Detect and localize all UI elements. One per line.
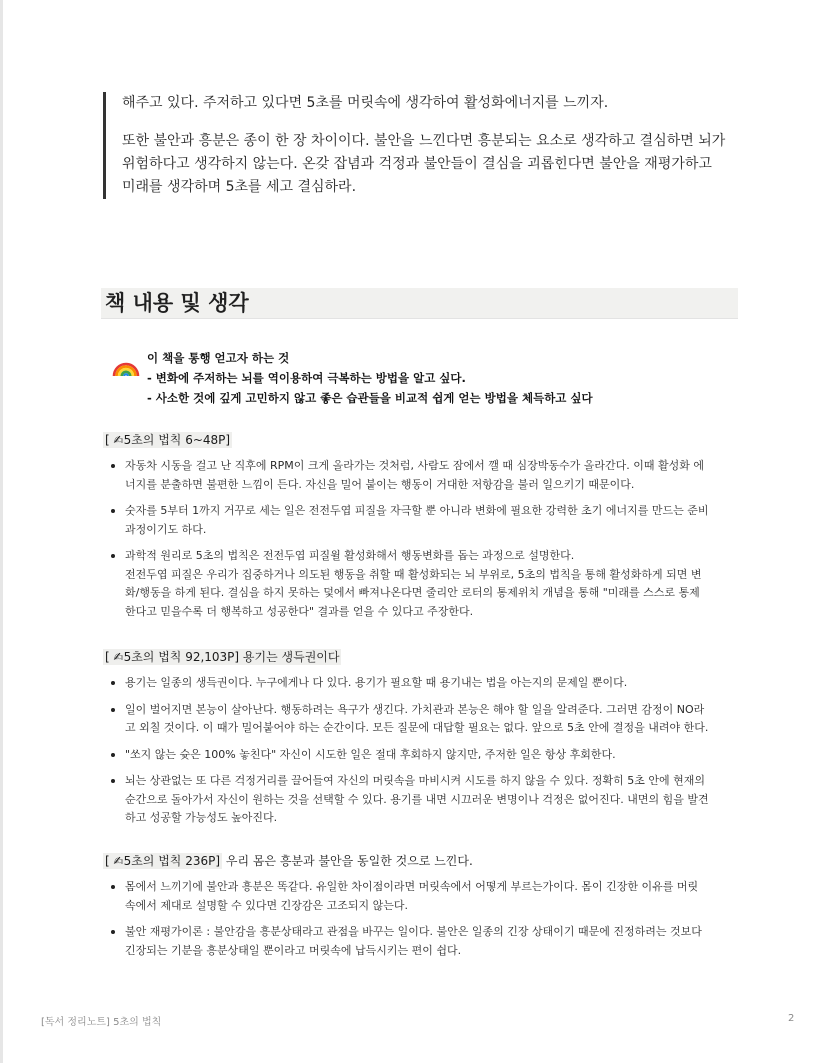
section-title: [ ✍5초의 법칙 6~48P] (105, 433, 231, 447)
section-heading: 책 내용 및 생각 (101, 288, 738, 319)
callout-title: 이 책을 통행 얻고자 하는 것 (147, 351, 290, 365)
list-item: 자동차 시동을 걸고 난 직후에 RPM이 크게 올라가는 것처럼, 사람도 잠에서 깰 때 심장박동수가 올라간다. 이때 활성화 에 너지를 분출하면 불편한 느낌이 든다. 자신을 밀어 붙이는 행동이 거대한 저항감을 불러 일으키기 때문이다. (107, 457, 737, 494)
writing-hand-icon: ✍ (113, 854, 124, 868)
rainbow-icon (111, 350, 141, 380)
quote-line: 위험하다고 생각하지 않는다. 온갖 잡념과 걱정과 불안들이 결심을 괴롭힌다면 불안을 재평가하고 (122, 156, 712, 172)
section-title: [ ✍5초의 법칙 92,103P] 용기는 생득권이다 (105, 650, 340, 664)
callout-line: - 변화에 주저하는 뇌를 역이용하여 극복하는 방법을 알고 싶다. (147, 371, 466, 385)
list-item: 몸에서 느끼기에 불안과 흥분은 똑같다. 유일한 차이점이라면 머릿속에서 어떻게 부르는가이다. 몸이 긴장한 이유를 머릿 속에서 제대로 설명할 수 있다면 긴장감은 고조되지 않는다. (107, 878, 737, 915)
page-number: 2 (788, 1013, 795, 1024)
quote-paragraph-2 (122, 130, 762, 199)
writing-hand-icon: ✍ (113, 650, 124, 664)
list-item: 용기는 일종의 생득권이다. 누구에게나 다 있다. 용기가 필요할 때 용기내는 법을 아는지의 문제일 뿐이다. (107, 674, 737, 693)
quote-line: 미래를 생각하며 5초를 세고 결심하라. (122, 179, 357, 195)
bullet-list (107, 878, 737, 968)
quote-line: 또한 불안과 흥분은 종이 한 장 차이이다. 불안을 느낀다면 흥분되는 요소로 생각하고 결심하면 뇌가 (122, 133, 726, 149)
callout-line: - 사소한 것에 깊게 고민하지 않고 좋은 습관들을 비교적 쉽게 얻는 방법을 체득하고 싶다 (147, 391, 593, 405)
callout-box (111, 348, 731, 408)
writing-hand-icon: ✍ (113, 433, 124, 447)
list-item: 뇌는 상관없는 또 다른 걱정거리를 끌어들여 자신의 머릿속을 마비시켜 시도를 하지 않을 수 있다. 정확히 5초 안에 현재의 순간으로 돌아가서 자신이 원하는 것을 선택할 수 있다. 용기를 내면 시끄러운 변명이나 걱정은 없어진다. 내면의 힘을 발견 하고 성공할 가능성도 높아진다. (107, 772, 737, 828)
bullet-list (107, 674, 737, 836)
document-page (3, 0, 827, 1063)
page-footer-title: [독서 정리노트] 5초의 법칙 (41, 1017, 162, 1028)
quote-paragraph-1: 해주고 있다. 주저하고 있다면 5초를 머릿속에 생각하여 활성화에너지를 느끼자. (122, 95, 609, 111)
bullet-list (107, 457, 737, 629)
list-item: 숫자를 5부터 1까지 거꾸로 세는 일은 전전두엽 피질을 자극할 뿐 아니라 변화에 필요한 강력한 초기 에너지를 만드는 준비 과정이기도 하다. (107, 502, 737, 539)
list-item: 과학적 원리로 5초의 법칙은 전전두엽 피질윌 활성화해서 행동변화를 돕는 과정으로 설명한다. 전전두엽 피질은 우리가 집중하거나 의도된 행동을 취할 때 활성화되는 뇌 부위로, 5초의 법칙을 통해 활성화하게 되면 변 화/행동을 하게 된다. 결심을 하지 못하는 덫에서 빠져나온다면 줄리안 로터의 통제위치 개념을 통해 "미래를 스스로 통제 한다고 믿을수록 더 행복하고 성공한다" 결과를 얻을 수 있다고 주장한다. (107, 547, 737, 621)
list-item: 불안 재평가이론 : 불안감을 흥분상태라고 관점을 바꾸는 일이다. 불안은 일종의 긴장 상태이기 때문에 진정하려는 것보다 긴장되는 기분을 흥분상태일 뿐이라고 머릿속에 납득시키는 편이 쉽다. (107, 923, 737, 960)
section-title: [ ✍5초의 법칙 236P] 우리 몸은 흥분과 불안을 동일한 것으로 느낀다. (105, 854, 473, 868)
list-item: "쏘지 않는 슛은 100% 놓친다" 자신이 시도한 일은 절대 후회하지 않지만, 주저한 일은 항상 후회한다. (107, 746, 737, 765)
blockquote (103, 92, 762, 199)
list-item: 일이 벌어지면 본능이 살아난다. 행동하려는 욕구가 생긴다. 가치관과 본능은 해야 할 일을 알려준다. 그러면 감정이 NO라 고 외칠 것이다. 이 때가 밀어붙어야 하는 순간이다. 모든 질문에 대답할 필요는 없다. 앞으로 5초 안에 결정을 내려야 한다. (107, 701, 737, 738)
